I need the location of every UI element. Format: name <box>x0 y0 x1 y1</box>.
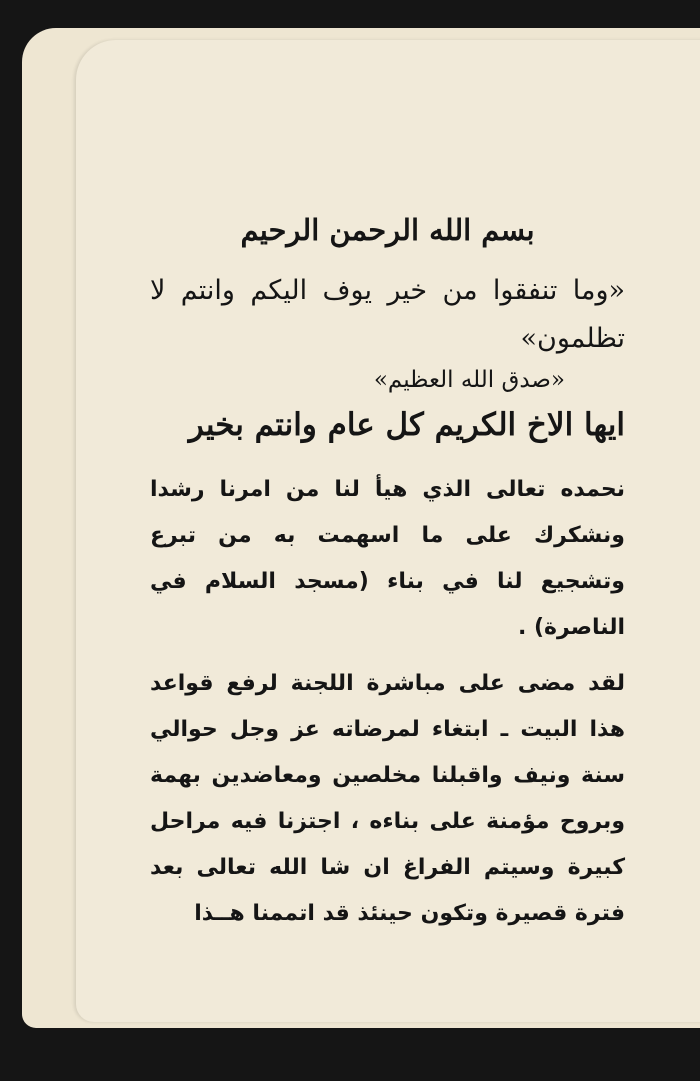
paragraph-thanks: نحمده تعالى الذي هيأ لنا من امرنا رشدا ونشكرك على ما اسهمت به من تبرع وتشجيع لنا في بناء (مسجد السلام في الناصرة) . <box>150 477 625 640</box>
basmala-heading: بسم الله الرحمن الرحيم <box>240 213 535 247</box>
page-text-block <box>150 205 625 937</box>
quran-verse: «وما تنفقوا من خير يوف اليكم وانتم لا تظلمون» <box>150 275 625 354</box>
greeting-heading: ايها الاخ الكريم كل عام وانتم بخير <box>188 407 625 443</box>
verse-attribution: «صدق الله العظيم» <box>373 367 565 393</box>
paragraph-progress: لقد مضى على مباشرة اللجنة لرفع قواعد هذا البيت ـ ابتغاء لمرضاته عز وجل حوالي سنة ونيف واقبلنا مخلصين ومعاضدين بهمة وبروح مؤمنة على بناءه ، اجتزنا فيه مراحل كبيرة وسيتم الفراغ ان شا الله تعالى بعد فترة قصيرة وتكون حينئذ قد اتممنا هــذا <box>150 671 625 926</box>
